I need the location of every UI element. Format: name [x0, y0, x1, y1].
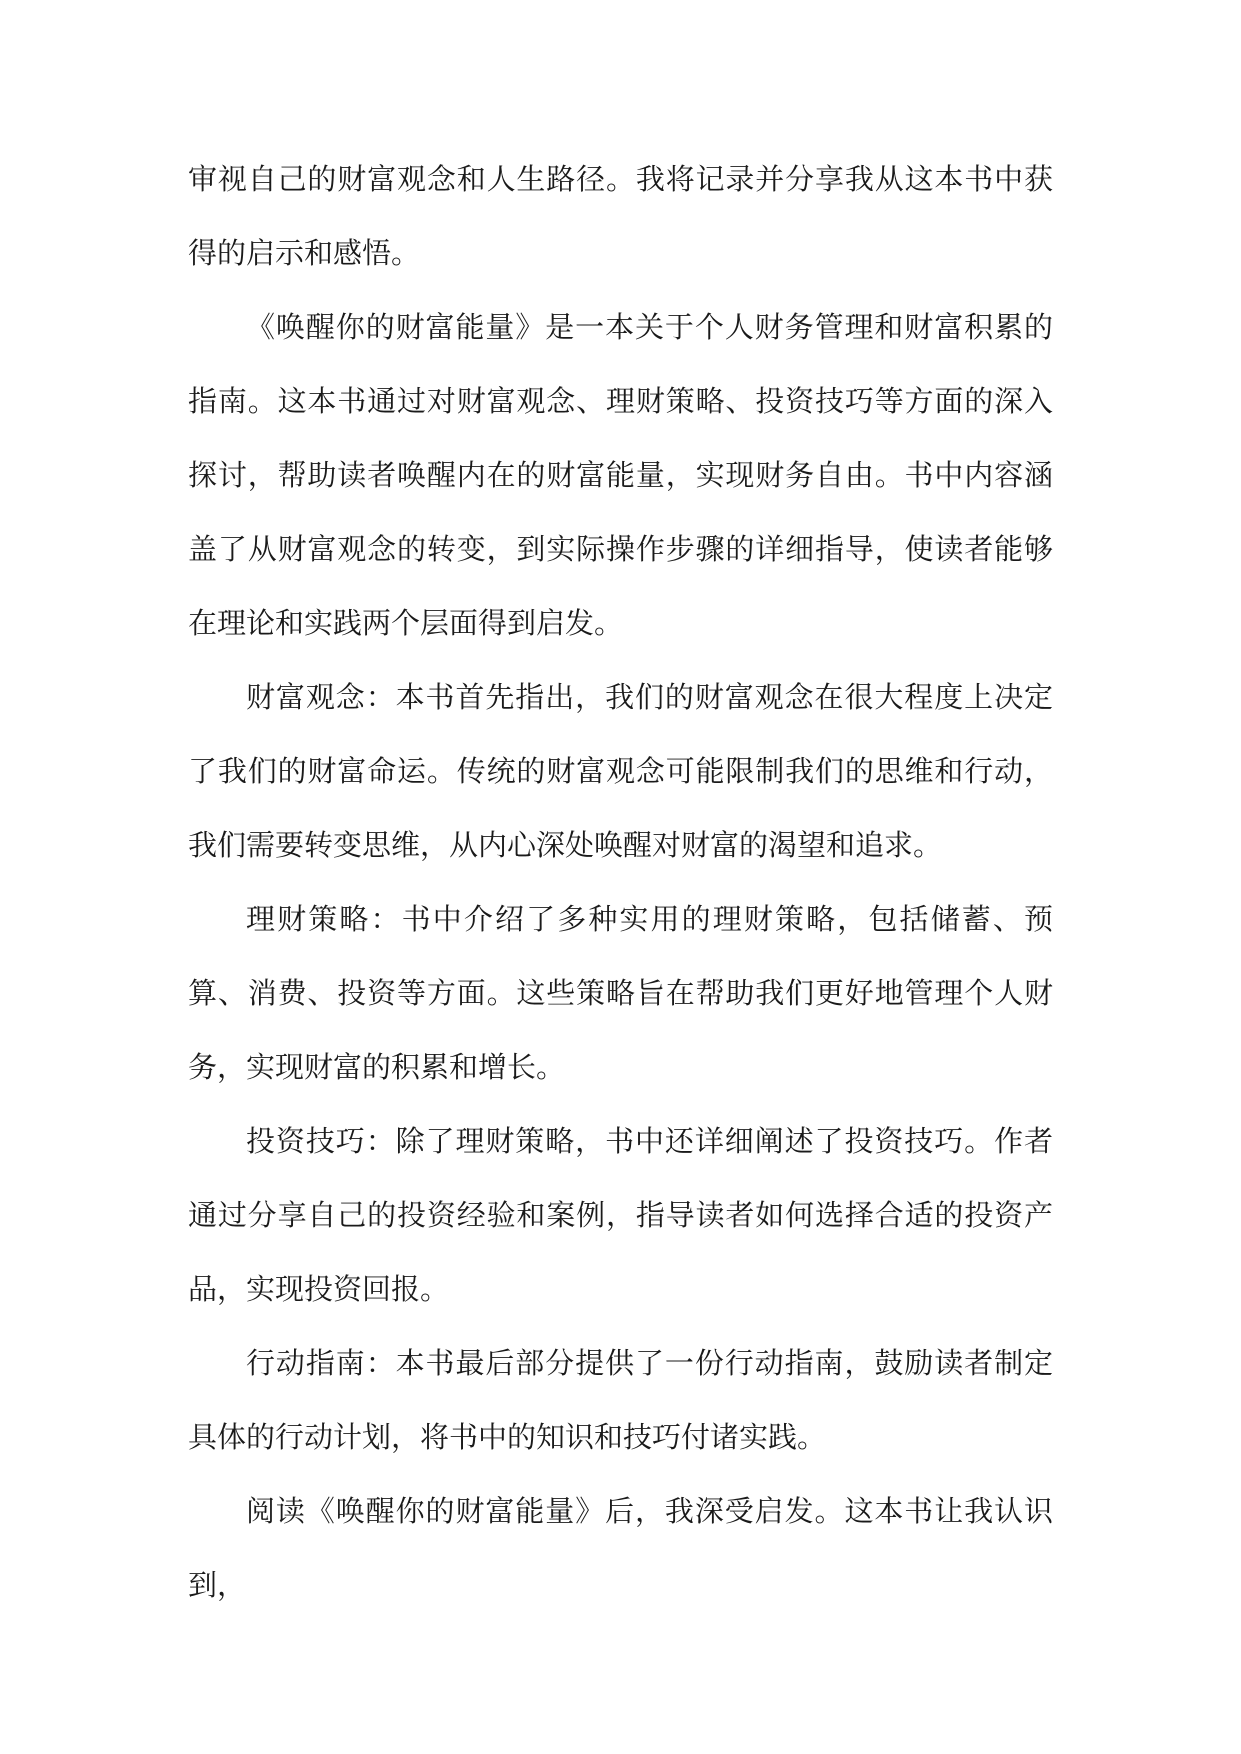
paragraph-reflection: 阅读《唤醒你的财富能量》后，我深受启发。这本书让我认识到，	[188, 1494, 1053, 1602]
paragraph-book-intro: 《唤醒你的财富能量》是一本关于个人财务管理和财富积累的指南。这本书通过对财富观念、理财策略、投资技巧等方面的深入探讨，帮助读者唤醒内在的财富能量，实现财务自由。书中内容涵盖了从财富观念的转变，到实际操作步骤的详细指导，使读者能够在理论和实践两个层面得到启发。	[188, 310, 1053, 640]
paragraph-continuation: 审视自己的财富观念和人生路径。我将记录并分享我从这本书中获得的启示和感悟。	[188, 162, 1053, 270]
paragraph-action-guide: 行动指南：本书最后部分提供了一份行动指南，鼓励读者制定具体的行动计划，将书中的知识和技巧付诸实践。	[188, 1346, 1053, 1454]
paragraph-wealth-concept: 财富观念：本书首先指出，我们的财富观念在很大程度上决定了我们的财富命运。传统的财富观念可能限制我们的思维和行动，我们需要转变思维，从内心深处唤醒对财富的渴望和追求。	[188, 680, 1053, 862]
paragraph-investment-skills: 投资技巧：除了理财策略，书中还详细阐述了投资技巧。作者通过分享自己的投资经验和案例，指导读者如何选择合适的投资产品，实现投资回报。	[188, 1124, 1053, 1306]
document-body	[188, 142, 1053, 1622]
paragraph-financial-strategy: 理财策略：书中介绍了多种实用的理财策略，包括储蓄、预算、消费、投资等方面。这些策略旨在帮助我们更好地管理个人财务，实现财富的积累和增长。	[188, 902, 1053, 1084]
